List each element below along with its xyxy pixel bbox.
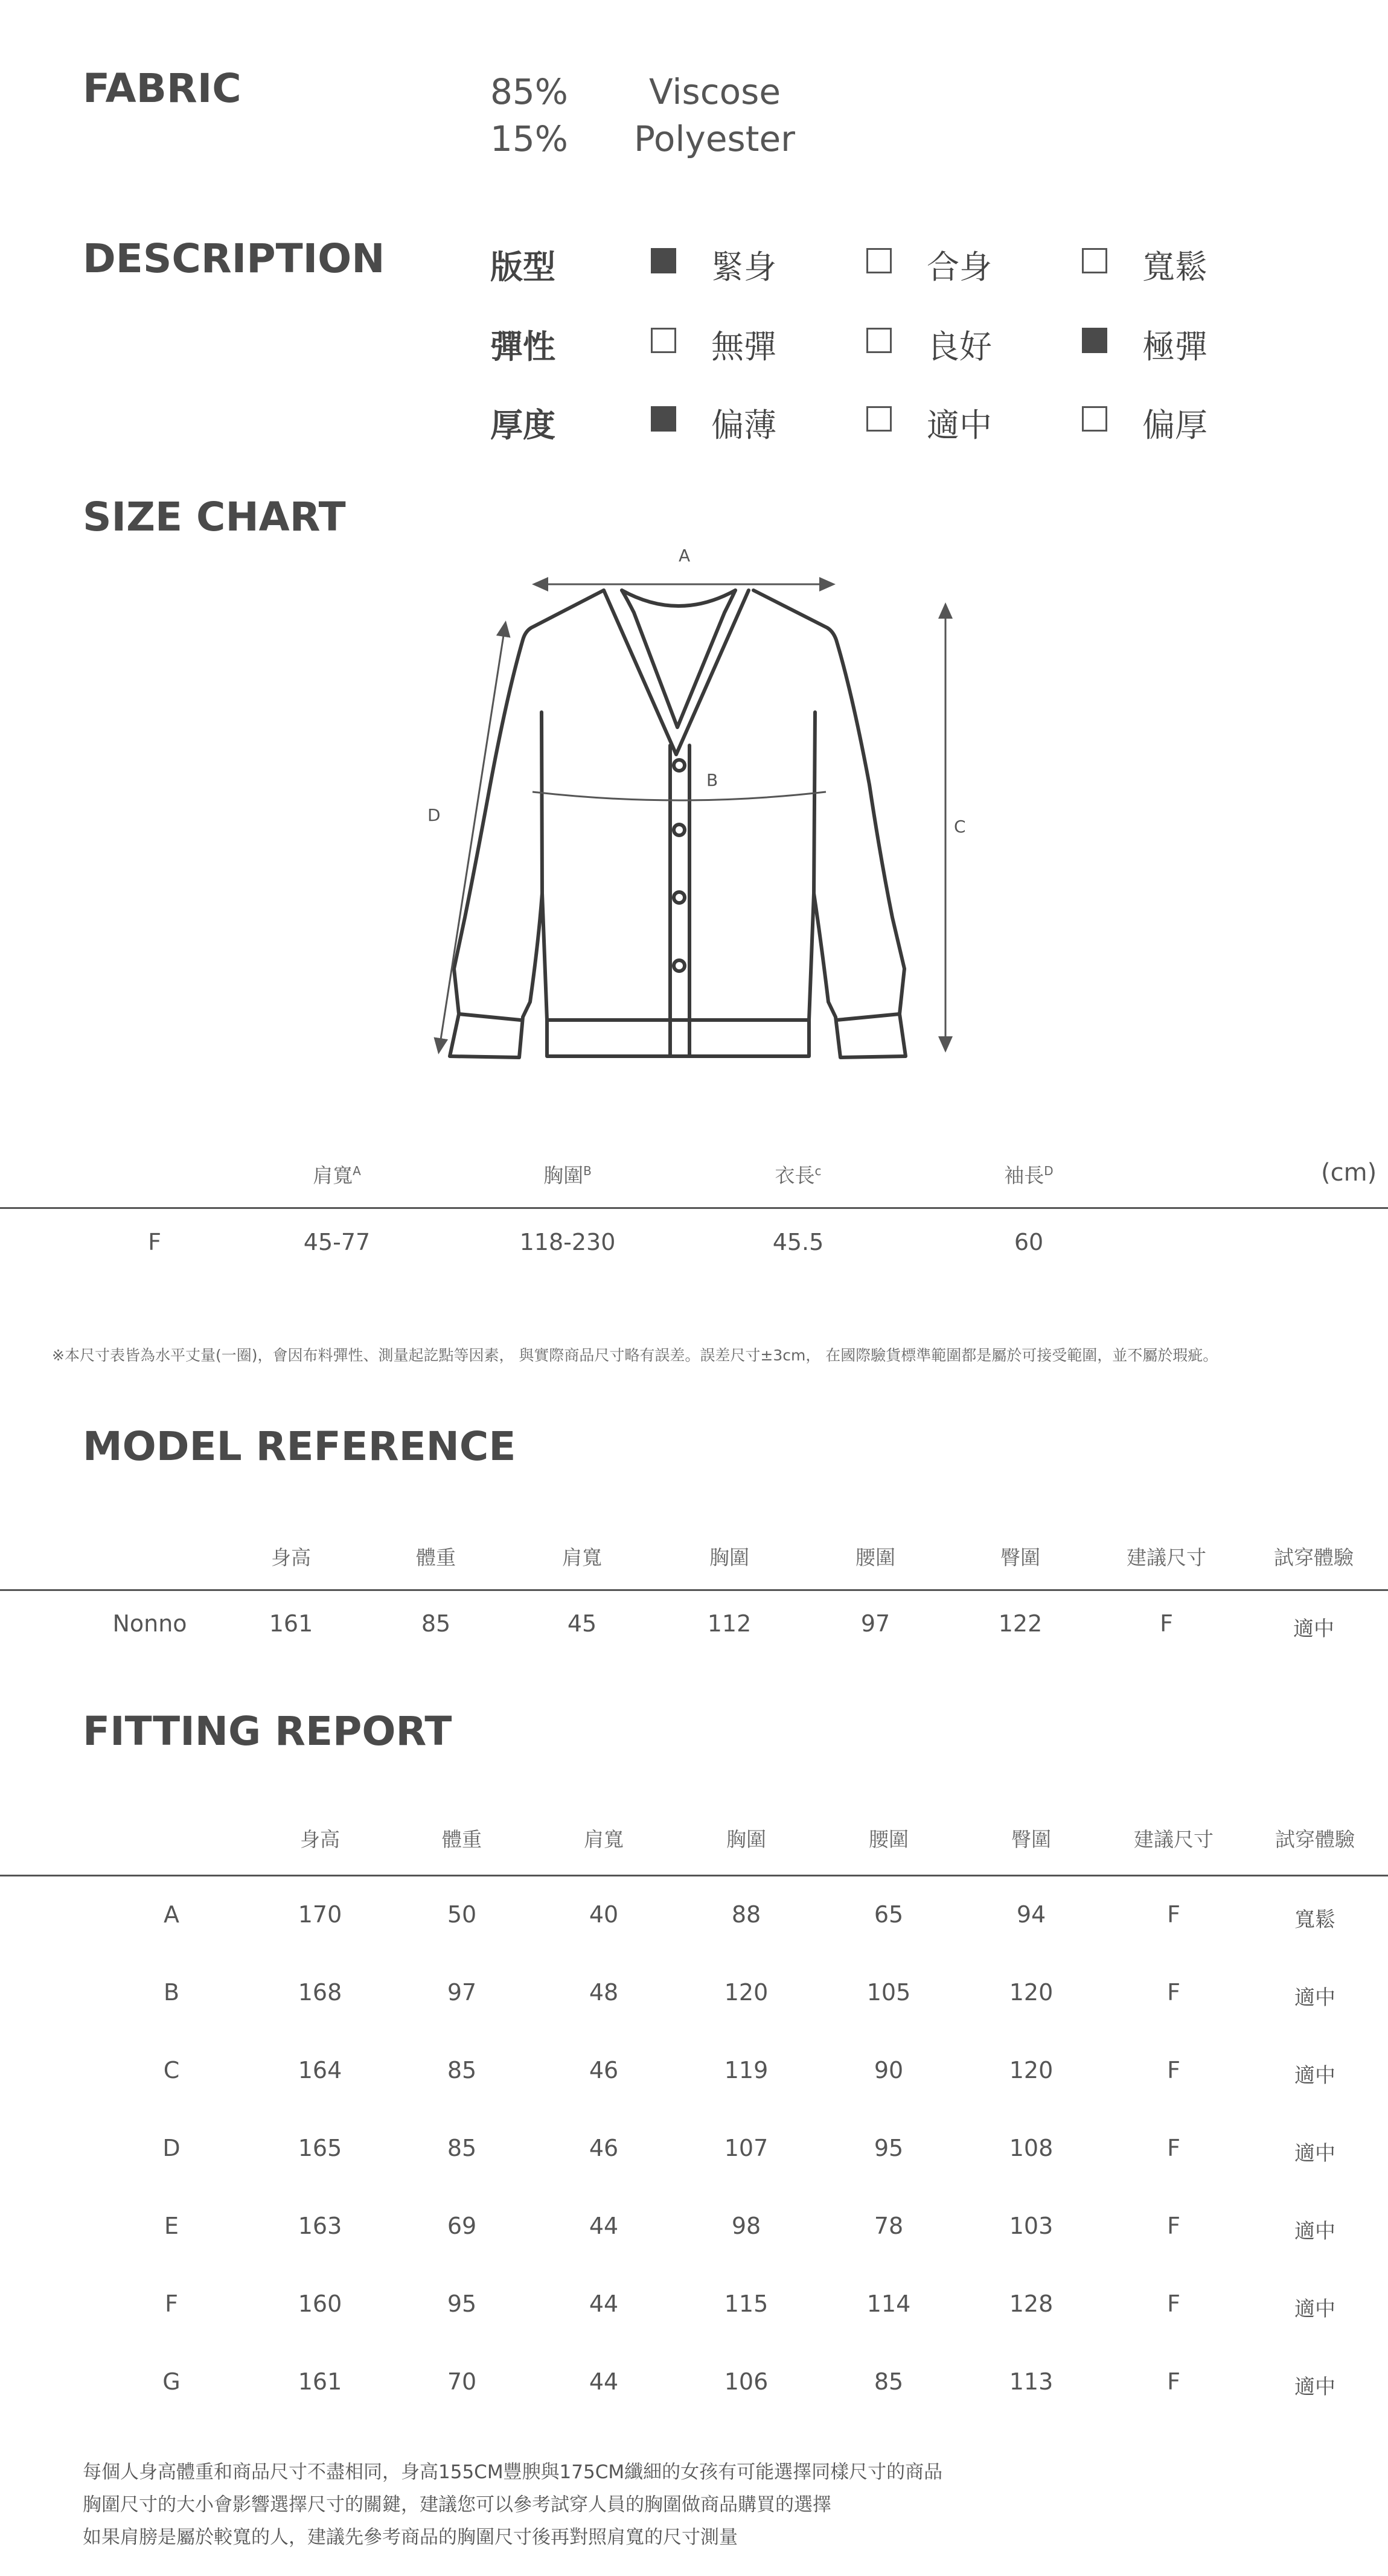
table-cell: F [1167,2368,1180,2395]
size-chart-heading: SIZE CHART [83,494,346,540]
size-header-text: 肩寬 [313,1164,353,1187]
table-cell: 44 [589,2213,619,2239]
table-cell: 寬鬆 [1294,1908,1335,1932]
table-header: 身高 [271,1546,311,1569]
description-row-label: 版型 [490,248,555,286]
table-cell: 適中 [1294,2141,1335,2166]
table-cell: 97 [860,1610,891,1637]
table-cell: 45 [567,1610,597,1637]
table-header: 肩寬 [584,1828,624,1851]
table-cell: 40 [589,1901,619,1928]
description-heading: DESCRIPTION [83,235,385,282]
table-cell: 適中 [1294,2375,1335,2399]
table-row-name: E [164,2213,179,2239]
size-header-text: 衣長 [775,1164,815,1187]
model-table-divider [0,1589,1388,1591]
fabric-pct-1: 85% [490,71,568,112]
table-cell: 適中 [1294,2064,1335,2088]
fitting-table-divider [0,1875,1388,1876]
table-cell: 119 [724,2057,769,2083]
footnote-line: 如果肩膀是屬於較寬的人，建議先參考商品的胸圍尺寸後再對照肩寬的尺寸測量 [83,2527,738,2548]
diagram-label-b: B [706,770,718,790]
table-cell: F [1167,1979,1180,2006]
table-row-name: A [164,1901,179,1928]
table-cell: 106 [724,2368,769,2395]
table-cell: F [1167,1901,1180,1928]
description-row-label: 厚度 [490,406,555,444]
description-option-label: 無彈 [711,328,776,366]
description-option-label: 偏厚 [1142,406,1207,444]
description-option-label: 寬鬆 [1142,248,1207,286]
table-row-name: D [162,2135,181,2161]
table-cell: 46 [589,2135,619,2161]
table-header: 身高 [300,1828,340,1851]
size-header [313,1160,361,1188]
table-header: 肩寬 [562,1546,602,1569]
cardigan-diagram [0,0,1388,1086]
table-cell: F [1160,1610,1173,1637]
table-cell: 112 [707,1610,752,1637]
table-row-name: F [165,2291,178,2317]
unit-label: (cm) [1321,1159,1377,1187]
description-option-label: 適中 [927,406,992,444]
table-cell: 85 [421,1610,451,1637]
table-cell: F [1167,2291,1180,2317]
table-cell: 113 [1009,2368,1054,2395]
table-cell: 160 [298,2291,342,2317]
table-header: 腰圍 [856,1546,895,1569]
table-cell: 163 [298,2213,342,2239]
description-option-label: 良好 [927,328,992,366]
table-cell: 95 [447,2291,477,2317]
table-row-name: Nonno [112,1610,187,1637]
model-reference-heading: MODEL REFERENCE [83,1423,516,1470]
description-option-label: 極彈 [1142,328,1207,366]
table-cell: 44 [589,2291,619,2317]
size-header-sup: B [583,1164,592,1178]
size-row-label: F [148,1229,161,1255]
diagram-label-a: A [679,546,691,566]
table-row-name: B [163,1979,180,2006]
table-cell: F [1167,2135,1180,2161]
table-cell: 88 [731,1901,761,1928]
size-cell: 118-230 [519,1229,616,1255]
table-cell: 85 [447,2057,477,2083]
table-header: 建議尺寸 [1134,1828,1214,1851]
table-cell: 90 [874,2057,904,2083]
fabric-pct-2: 15% [490,118,568,159]
table-header: 胸圍 [709,1546,749,1569]
table-header: 腰圍 [869,1828,909,1851]
size-cell: 45.5 [772,1229,824,1255]
table-cell: 115 [724,2291,769,2317]
table-cell: 44 [589,2368,619,2395]
table-cell: 95 [874,2135,904,2161]
table-cell: 165 [298,2135,342,2161]
table-header: 臀圍 [1000,1546,1040,1569]
table-cell: 97 [447,1979,477,2006]
table-header: 體重 [416,1546,456,1569]
size-header [775,1160,822,1188]
fabric-material-2: Polyester [634,118,796,159]
size-header [1004,1160,1053,1188]
table-cell: 85 [874,2368,904,2395]
footnote-line: 胸圍尺寸的大小會影響選擇尺寸的關鍵，建議您可以參考試穿人員的胸圍做商品購買的選擇 [83,2494,831,2516]
size-cell: 45-77 [303,1229,371,1255]
description-option-label: 緊身 [711,248,776,286]
table-cell: 161 [298,2368,342,2395]
size-header-text: 胸圍 [543,1164,584,1187]
table-cell: 120 [724,1979,769,2006]
diagram-label-c: C [954,817,966,837]
table-cell: 70 [447,2368,477,2395]
table-row-name: G [162,2368,181,2395]
table-cell: 170 [298,1901,342,1928]
table-cell: 161 [269,1610,313,1637]
size-note: ※本尺寸表皆為水平丈量(一圈)，會因布料彈性、測量起訖點等因素， 與實際商品尺寸略有誤差。誤差尺寸±3cm， 在國際驗貨標準範圍都是屬於可接受範圍，並不屬於瑕疵。 [52,1347,1218,1364]
table-cell: 103 [1009,2213,1054,2239]
table-cell: 108 [1009,2135,1054,2161]
description-option-label: 偏薄 [711,406,776,444]
table-cell: 適中 [1293,1617,1334,1641]
table-cell: 114 [866,2291,911,2317]
table-cell: 122 [998,1610,1043,1637]
size-header-text: 袖長 [1004,1164,1044,1187]
table-header: 胸圍 [726,1828,766,1851]
table-cell: 48 [589,1979,619,2006]
table-cell: F [1167,2057,1180,2083]
table-cell: 85 [447,2135,477,2161]
table-header: 建議尺寸 [1127,1546,1206,1569]
table-row-name: C [163,2057,180,2083]
size-table-divider [0,1207,1388,1209]
description-row-label: 彈性 [490,328,555,366]
table-cell: 128 [1009,2291,1054,2317]
footnote-line: 每個人身高體重和商品尺寸不盡相同，身高155CM豐腴與175CM纖細的女孩有可能選擇同樣尺寸的商品 [83,2461,943,2483]
table-cell: 50 [447,1901,477,1928]
table-cell: 適中 [1294,1986,1335,2010]
table-cell: 94 [1016,1901,1046,1928]
table-cell: 適中 [1294,2297,1335,2321]
table-cell: 105 [866,1979,911,2006]
size-header-sup: A [353,1164,361,1178]
size-header-sup: D [1044,1164,1054,1178]
table-cell: 適中 [1294,2219,1335,2243]
size-header-sup: c [814,1164,822,1178]
description-option-label: 合身 [927,248,992,286]
fabric-heading: FABRIC [83,65,241,112]
table-header: 試穿體驗 [1275,1828,1355,1851]
fitting-report-heading: FITTING REPORT [83,1708,452,1755]
fabric-material-1: Viscose [649,71,781,112]
table-cell: 78 [874,2213,904,2239]
table-cell: F [1167,2213,1180,2239]
table-cell: 120 [1009,2057,1054,2083]
table-header: 體重 [442,1828,482,1851]
table-cell: 164 [298,2057,342,2083]
size-cell: 60 [1014,1229,1044,1255]
table-cell: 168 [298,1979,342,2006]
table-cell: 46 [589,2057,619,2083]
table-header: 臀圍 [1011,1828,1051,1851]
table-cell: 107 [724,2135,769,2161]
size-header [543,1160,592,1188]
table-header: 試穿體驗 [1274,1546,1354,1569]
diagram-label-d: D [427,805,441,825]
table-cell: 98 [731,2213,761,2239]
table-cell: 120 [1009,1979,1054,2006]
table-cell: 65 [874,1901,904,1928]
table-cell: 69 [447,2213,477,2239]
